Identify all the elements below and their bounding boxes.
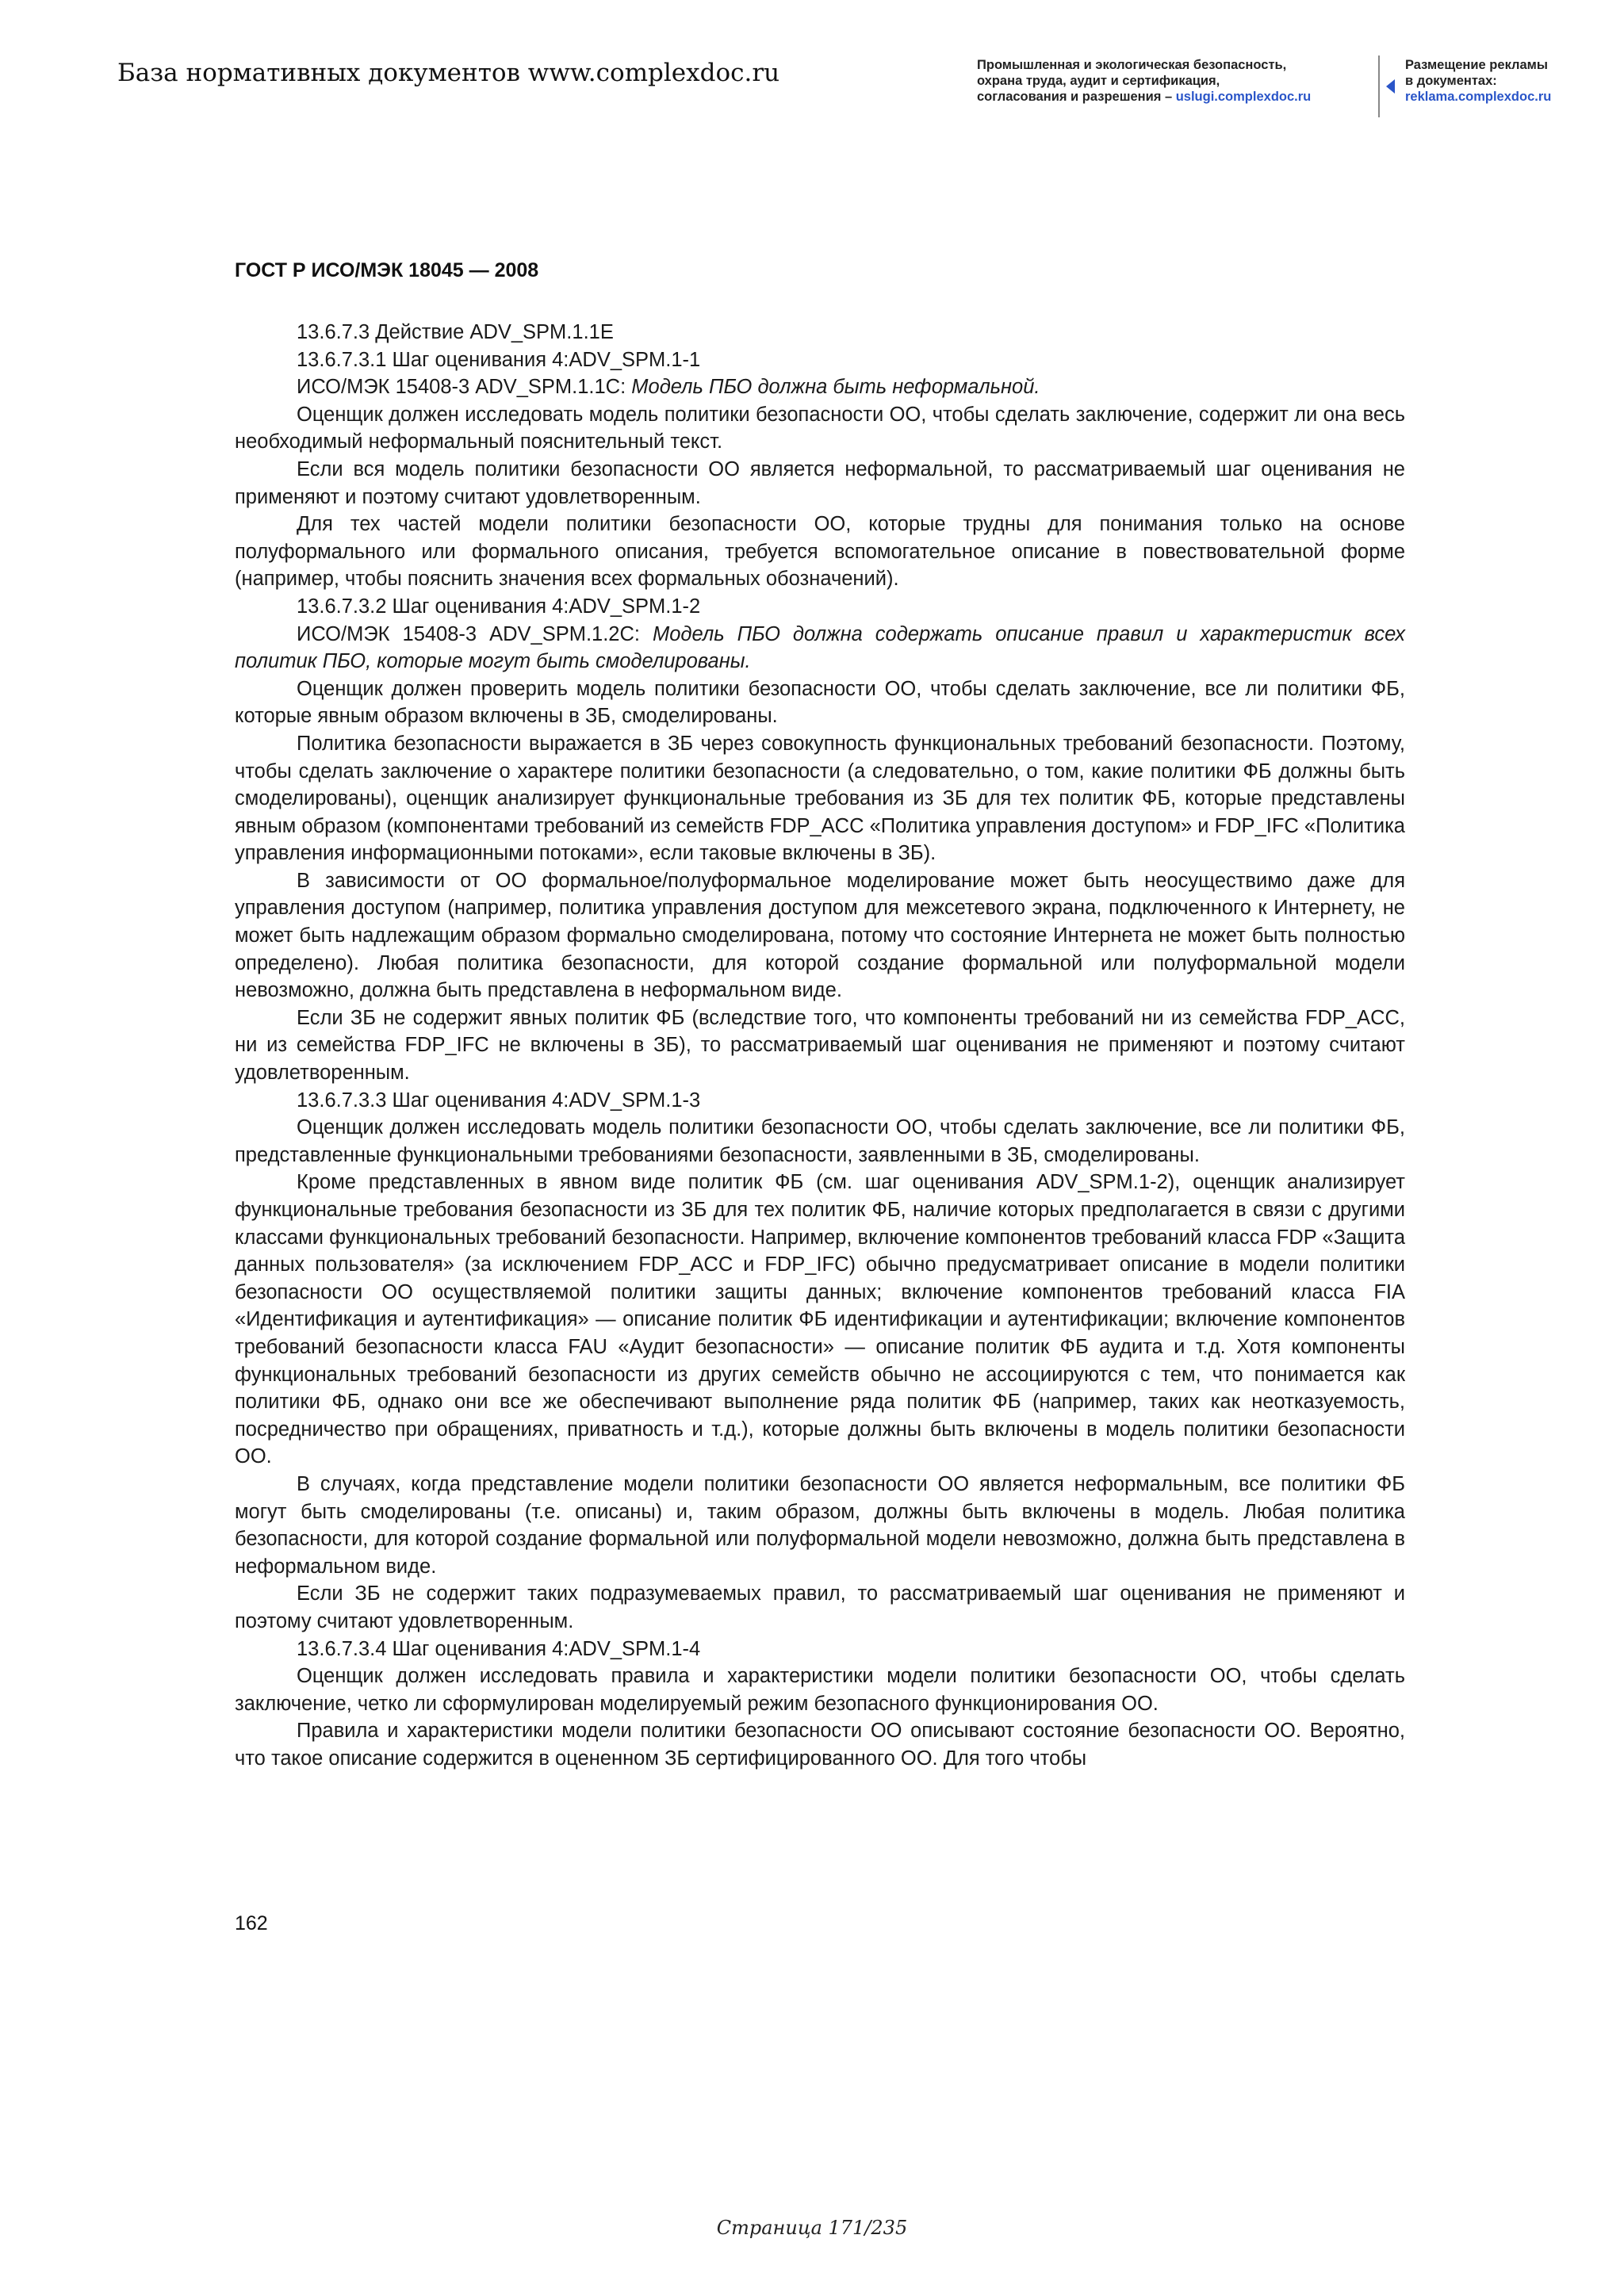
paragraph: 13.6.7.3 Действие ADV_SPM.1.1E — [297, 321, 614, 343]
advertising-link[interactable]: reklama.complexdoc.ru — [1405, 90, 1552, 104]
paragraph-emphasis: Модель ПБО должна содержать описание правил и характеристик всех политик ПБО, которые могут быть смоделированы. — [235, 622, 1405, 673]
header-divider — [1378, 55, 1380, 117]
paragraph — [235, 621, 1405, 675]
paragraph: В зависимости от ОО формальное/полуформальное моделирование может быть неосуществимо даже для управления доступом (например, политика управления доступом для межсетевого экрана, подключенного к Интернету, не может быть надлежащим образом формально смоделирована, потому что состояние Интернета не может быть полностью определено). Любая политика безопасности, для которой создание формальной или полуформальной модели невозможно, должна быть представлена в неформальном виде. — [235, 869, 1405, 1002]
paragraph: Если вся модель политики безопасности ОО является неформальной, то рассматриваемый шаг оценивания не применяют и поэтому считают удовлетворенным. — [235, 457, 1405, 508]
document-code: ГОСТ Р ИСО/МЭК 18045 — 2008 — [235, 259, 539, 281]
paragraph-emphasis: Модель ПБО должна быть неформальной. — [631, 376, 1040, 399]
ad-line: охрана труда, аудит и сертификация, — [977, 74, 1220, 88]
paragraph — [235, 373, 1405, 401]
paragraph: 13.6.7.3.4 Шаг оценивания 4:ADV_SPM.1-4 — [297, 1637, 701, 1660]
advertising-block — [1405, 57, 1595, 105]
paragraph-reference: ИСО/МЭК 15408-3 ADV_SPM.1.1C: — [297, 376, 632, 399]
paragraph: Оценщик должен исследовать правила и характеристики модели политики безопасности ОО, чтобы сделать заключение, четко ли сформулирован моделируемый режим безопасного функционирования ОО. — [235, 1665, 1405, 1715]
paragraph: В случаях, когда представление модели политики безопасности ОО является неформальным, все политики ФБ могут быть смоделированы (т.е. описаны) и, таким образом, должны быть включены в модель. Любая политика безопасности, для которой создание формальной или полуформальной модели невозможно, должна быть представлена в неформальном виде. — [235, 1472, 1405, 1578]
paragraph: Для тех частей модели политики безопасности ОО, которые трудны для понимания только на основе полуформального или формального описания, требуется вспомогательное описание в повествовательной форме (например, чтобы пояснить значения всех формальных обозначений). — [235, 513, 1405, 591]
site-title[interactable]: База нормативных документов www.complexdoc.ru — [117, 59, 780, 87]
document-body — [235, 319, 1405, 1772]
paragraph: Правила и характеристики модели политики безопасности ОО описывают состояние безопасности ОО. Вероятно, что такое описание содержится в оцененном ЗБ сертифицированного ОО. Для того чтобы — [235, 1720, 1405, 1770]
paragraph: Если ЗБ не содержит таких подразумеваемых правил, то рассматриваемый шаг оценивания не применяют и поэтому считают удовлетворенным. — [235, 1582, 1405, 1632]
paragraph: 13.6.7.3.2 Шаг оценивания 4:ADV_SPM.1-2 — [297, 595, 701, 618]
paragraph: Оценщик должен исследовать модель политики безопасности ОО, чтобы сделать заключение, все ли политики ФБ, представленные функциональными требованиями безопасности, заявленными в ЗБ, смоделированы. — [235, 1116, 1405, 1166]
paragraph: Политика безопасности выражается в ЗБ через совокупность функциональных требований безопасности. Поэтому, чтобы сделать заключение о характере политики безопасности (а следовательно, о том, какие политики ФБ должны быть смоделированы), оценщик анализирует функциональные требования из ЗБ для тех политик ФБ, которые представлены явным образом (компонентами требований из семейств FDP_ACC «Политика управления доступом» и FDP_IFC «Политика управления информационными потоками», если таковые включены в ЗБ). — [235, 732, 1405, 865]
paragraph: Оценщик должен исследовать модель политики безопасности ОО, чтобы сделать заключение, содержит ли она весь необходимый неформальный пояснительный текст. — [235, 403, 1405, 453]
ad-line: Промышленная и экологическая безопасность, — [977, 58, 1287, 72]
paragraph: 13.6.7.3.3 Шаг оценивания 4:ADV_SPM.1-3 — [297, 1089, 701, 1112]
services-link[interactable]: uslugi.complexdoc.ru — [1175, 90, 1312, 104]
ad-line — [977, 89, 1373, 105]
arrow-left-icon — [1386, 79, 1395, 94]
ad-right-line: в документах: — [1405, 74, 1497, 88]
page-counter: Страница 171/235 — [716, 2217, 908, 2239]
paragraph: 13.6.7.3.1 Шаг оценивания 4:ADV_SPM.1-1 — [297, 348, 701, 371]
paragraph: Если ЗБ не содержит явных политик ФБ (вследствие того, что компоненты требований ни из семейства FDP_ACC, ни из семейства FDP_IFC не включены в ЗБ), то рассматриваемый шаг оценивания не применяют и поэтому считают удовлетворенным. — [235, 1006, 1405, 1085]
ad-line-prefix: согласования и разрешения – — [977, 90, 1176, 104]
services-ad-block — [977, 57, 1373, 105]
paragraph: Оценщик должен проверить модель политики безопасности ОО, чтобы сделать заключение, все ли политики ФБ, которые явным образом включены в ЗБ, смоделированы. — [235, 677, 1405, 728]
paragraph-reference: ИСО/МЭК 15408-3 ADV_SPM.1.2C: — [297, 622, 653, 645]
ad-right-line: Размещение рекламы — [1405, 58, 1548, 72]
paragraph: Кроме представленных в явном виде политик ФБ (см. шаг оценивания ADV_SPM.1-2), оценщик анализирует функциональные требования безопасности из ЗБ для тех политик ФБ, наличие которых предполагается в связи с другими классами функциональных требований безопасности. Например, включение компонентов требований класса FDP «Защита данных пользователя» (за исключением FDP_ACC и FDP_IFC) обычно предусматривает описание в модели политики безопасности ОО осуществляемой политики защиты данных; включение компонентов требований класса FIA «Идентификация и аутентификация» — описание политик ФБ идентификации и аутентификации; включение компонентов требований безопасности класса FAU «Аудит безопасности» — описание политик ФБ аудита и т.д. Хотя компоненты функциональных требований безопасности из других семейств обычно не ассоциируются с тем, что понимается как политики ФБ, однако они все же обеспечивают выполнение ряда политик ФБ (например, таких как неотказуемость, посредничество при обращениях, приватность и т.д.), которые должны быть включены в модель политики безопасности ОО. — [235, 1171, 1405, 1468]
page-number: 162 — [235, 1912, 268, 1934]
